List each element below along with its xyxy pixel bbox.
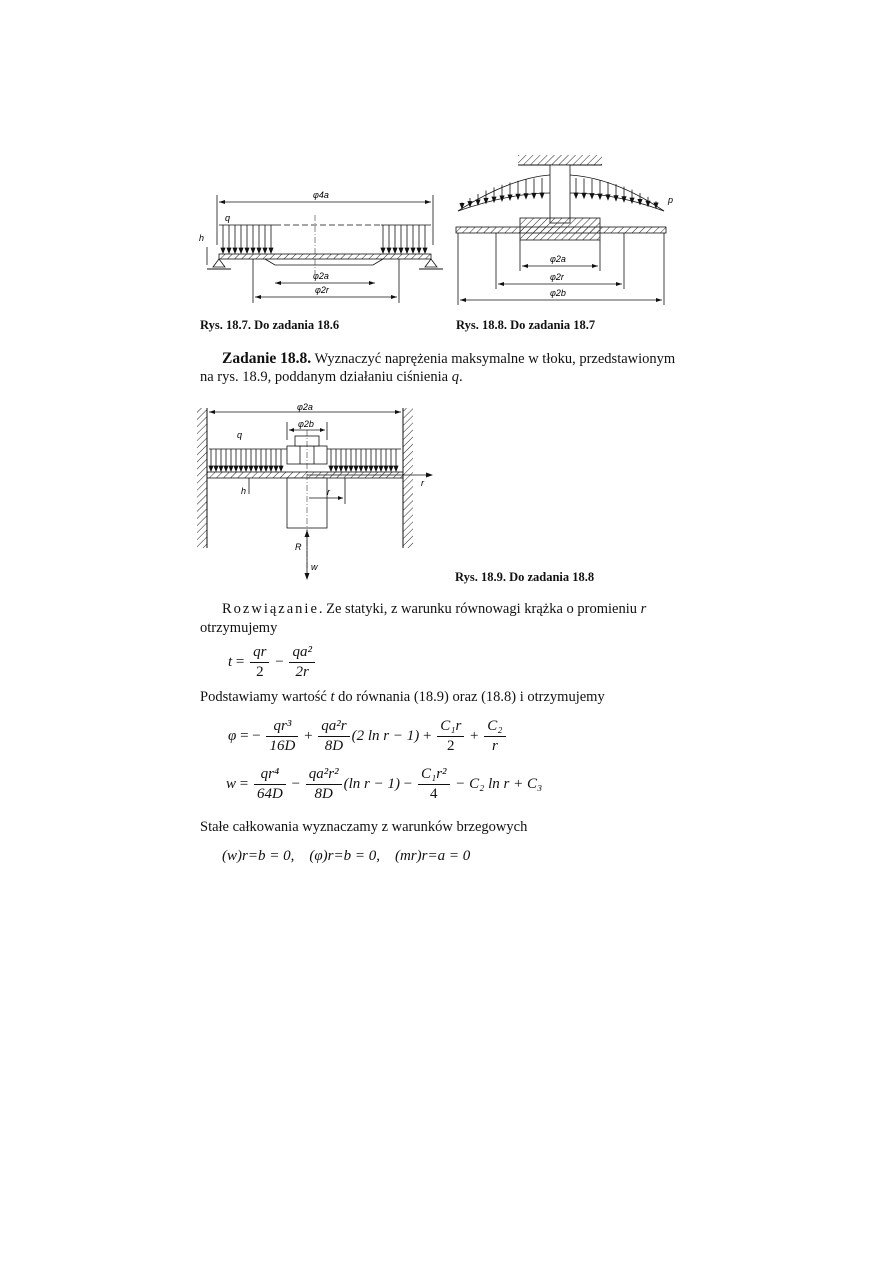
- r-axis-label: r: [421, 478, 424, 488]
- eq-w-frac-1: [254, 766, 286, 803]
- eq-w-den-1: 64D: [256, 786, 283, 802]
- dim-2a-label: φ2a: [550, 254, 566, 264]
- load-arrowhead: [606, 195, 610, 200]
- load-arrowhead: [359, 466, 363, 471]
- load-arrowhead: [245, 248, 249, 253]
- load-arrowhead: [263, 248, 267, 253]
- eq-w-tail: − C₂ ln r + C₃: [455, 775, 543, 792]
- dim-2r-label: φ2r: [315, 285, 329, 295]
- task-text-1: Wyznaczyć naprężenia maksymalne w tłoku, przedstawionym: [311, 351, 676, 367]
- load-arrowhead: [334, 466, 338, 471]
- para2-post: do równania (18.9) oraz (18.8) i otrzymujemy: [334, 689, 605, 705]
- eq-t-num-1: qr: [250, 644, 269, 663]
- load-arrowhead: [239, 248, 243, 253]
- eq-phi-lhs: φ: [228, 727, 237, 744]
- load-arrowhead: [524, 194, 528, 199]
- load-arrowhead: [417, 248, 421, 253]
- dim-2b-label: φ2b: [298, 419, 314, 429]
- eq-phi-num-4: C₂: [484, 718, 505, 737]
- load-arrowhead: [630, 198, 634, 203]
- load-arrowhead: [374, 466, 378, 471]
- eq-phi-frac-3: [437, 718, 464, 755]
- eq-t-den-2: 2r: [295, 664, 309, 680]
- eq-w-den-3: 4: [430, 786, 438, 802]
- boundary-conditions: (w)r=b = 0, (φ)r=b = 0, (mr)r=a = 0: [222, 848, 471, 864]
- caption-fig-18-9: Rys. 18.9. Do zadania 18.8: [455, 570, 595, 584]
- eq-phi-frac-4: [484, 718, 505, 755]
- eq-phi-den-2: 8D: [324, 738, 344, 754]
- load-q-label: q: [237, 430, 243, 440]
- load-arrowhead: [254, 466, 258, 471]
- figure-18-9: [195, 400, 440, 582]
- load-arrowhead: [379, 466, 383, 471]
- dim-4a-label: φ4a: [313, 190, 329, 200]
- solution-line-2: otrzymujemy: [200, 620, 278, 636]
- eq-t-lhs: t: [228, 653, 233, 670]
- load-arrowhead: [574, 193, 578, 198]
- figure-18-8: [450, 153, 675, 310]
- load-arrowhead: [405, 248, 409, 253]
- para2-pre: Podstawiamy wartość: [200, 689, 331, 705]
- load-arrowhead: [590, 193, 594, 198]
- load-arrowhead: [399, 248, 403, 253]
- load-arrowhead: [369, 466, 373, 471]
- load-arrowhead: [540, 193, 544, 198]
- dim-2a-label: φ2a: [313, 271, 329, 281]
- eq-phi-frac-1: [266, 718, 298, 755]
- load-arrowhead: [269, 466, 273, 471]
- load-arrowhead: [381, 248, 385, 253]
- eq-phi-den-1: 16D: [269, 738, 296, 754]
- caption-fig-18-8: Rys. 18.8. Do zadania 18.7: [456, 318, 596, 332]
- load-arrowhead: [387, 248, 391, 253]
- equation-phi: φ = − $\frac{\text{qr³}}{16D}$ + $\frac{\text{qa²r}}{8D}$ (2 ln r − 1) + $\frac{\text{C₁r}}{2}$ + $\frac{\text{C₂}}{r}$: [228, 718, 508, 755]
- load-arrowhead: [354, 466, 358, 471]
- load-arrowhead: [389, 466, 393, 471]
- eq-phi-den-4: r: [491, 738, 498, 754]
- load-arrowhead: [244, 466, 248, 471]
- load-q-label: q: [225, 213, 231, 223]
- load-arrowhead: [214, 466, 218, 471]
- load-arrowhead: [339, 466, 343, 471]
- load-arrowhead: [393, 248, 397, 253]
- load-arrowhead: [219, 466, 223, 471]
- dim-2b-label: φ2b: [550, 288, 566, 298]
- load-arrowhead: [500, 196, 504, 201]
- solution-line-1: [222, 600, 677, 619]
- solution-var-r: r: [640, 601, 647, 617]
- load-arrowhead: [249, 466, 253, 471]
- eq-phi-frac-2: [318, 718, 349, 755]
- load-arrowhead: [269, 248, 273, 253]
- load-arrowhead: [364, 466, 368, 471]
- load-arrowhead: [423, 248, 427, 253]
- dim-2a-label: φ2a: [297, 402, 313, 412]
- load-arrowhead: [411, 248, 415, 253]
- load-arrowhead: [329, 466, 333, 471]
- load-arrowhead: [492, 197, 496, 202]
- pressure-p-label: p: [668, 195, 674, 205]
- task-heading: Zadanie 18.8.: [222, 350, 312, 367]
- eq-w-num-1: qr⁴: [254, 766, 286, 785]
- eq-w-den-2: 8D: [314, 786, 333, 802]
- load-arrowhead: [508, 195, 512, 200]
- solution-label: Rozwiązanie: [222, 601, 319, 617]
- eq-t-frac-1: [250, 644, 269, 681]
- eq-w-num-3: C₁r²: [418, 766, 450, 785]
- paragraph-2: [200, 688, 605, 707]
- para2-var: t: [330, 689, 335, 705]
- load-arrowhead: [233, 248, 237, 253]
- task-text-2: na rys. 18.9, poddanym działaniu ciśnienia: [200, 369, 452, 385]
- task-line-2: [200, 368, 463, 387]
- figure-18-7: [195, 185, 450, 310]
- load-arrowhead: [224, 466, 228, 471]
- load-arrowhead: [229, 466, 233, 471]
- eq-phi-num-1: qr³: [266, 718, 298, 737]
- eq-w-mid: (ln r − 1): [343, 775, 401, 792]
- load-arrowhead: [234, 466, 238, 471]
- eq-w-lhs: w: [226, 775, 237, 792]
- task-line-1: [222, 349, 677, 369]
- eq-w-num-2: qa²r²: [306, 766, 342, 785]
- task-var-q: q: [451, 369, 459, 385]
- equation-w: w = $\frac{\text{qr⁴}}{64D}$ − $\frac{\text{qa²r²}}{8D}$ (ln r − 1) − $\frac{\text{C₁r²}}{4}$ − C₂ ln r + C₃: [226, 766, 543, 802]
- reaction-R-label: R: [295, 542, 302, 552]
- load-arrowhead: [259, 466, 263, 471]
- load-arrowhead: [251, 248, 255, 253]
- load-arrowhead: [622, 197, 626, 202]
- load-arrowhead: [344, 466, 348, 471]
- load-arrowhead: [227, 248, 231, 253]
- load-arrowhead: [598, 194, 602, 199]
- load-arrowhead: [516, 194, 520, 199]
- load-arrowhead: [614, 196, 618, 201]
- load-arrowhead: [582, 193, 586, 198]
- load-arrowhead: [279, 466, 283, 471]
- eq-w-frac-2: [306, 766, 342, 803]
- load-arrowhead: [264, 466, 268, 471]
- load-arrowhead: [209, 466, 213, 471]
- eq-t-num-2: qa²: [289, 644, 315, 663]
- eq-phi-num-2: qa²r: [318, 718, 349, 737]
- eq-t-den-1: 2: [256, 664, 264, 680]
- eq-w-frac-3: [418, 766, 450, 803]
- solution-text-1: . Ze statyki, z warunku równowagi krążka o promieniu: [318, 601, 641, 617]
- equation-t: t = $\frac{qr}{2}$ − $\frac{\text{qa²}}{2r}$: [228, 644, 317, 681]
- dim-2r-label: φ2r: [550, 272, 564, 282]
- eq-phi-den-3: 2: [447, 738, 455, 754]
- load-arrowhead: [468, 202, 472, 207]
- eq-t-frac-2: [289, 644, 315, 681]
- load-arrowhead: [349, 466, 353, 471]
- eq-phi-num-3: C₁r: [437, 718, 464, 737]
- load-arrowhead: [394, 466, 398, 471]
- load-arrowhead: [221, 248, 225, 253]
- load-arrowhead: [532, 193, 536, 198]
- load-arrowhead: [257, 248, 261, 253]
- h-label: h: [241, 486, 247, 496]
- load-arrowhead: [239, 466, 243, 471]
- task-text-2-end: .: [458, 369, 463, 385]
- h-label: h: [199, 233, 205, 243]
- w-axis-label: w: [311, 562, 318, 572]
- eq-phi-mid: (2 ln r − 1): [351, 727, 420, 744]
- load-arrowhead: [654, 203, 658, 208]
- r-dim-label: r: [327, 487, 330, 497]
- caption-fig-18-7: Rys. 18.7. Do zadania 18.6: [200, 318, 340, 332]
- load-arrowhead: [384, 466, 388, 471]
- load-arrowhead: [274, 466, 278, 471]
- paragraph-3: Stałe całkowania wyznaczamy z warunków brzegowych: [200, 819, 528, 835]
